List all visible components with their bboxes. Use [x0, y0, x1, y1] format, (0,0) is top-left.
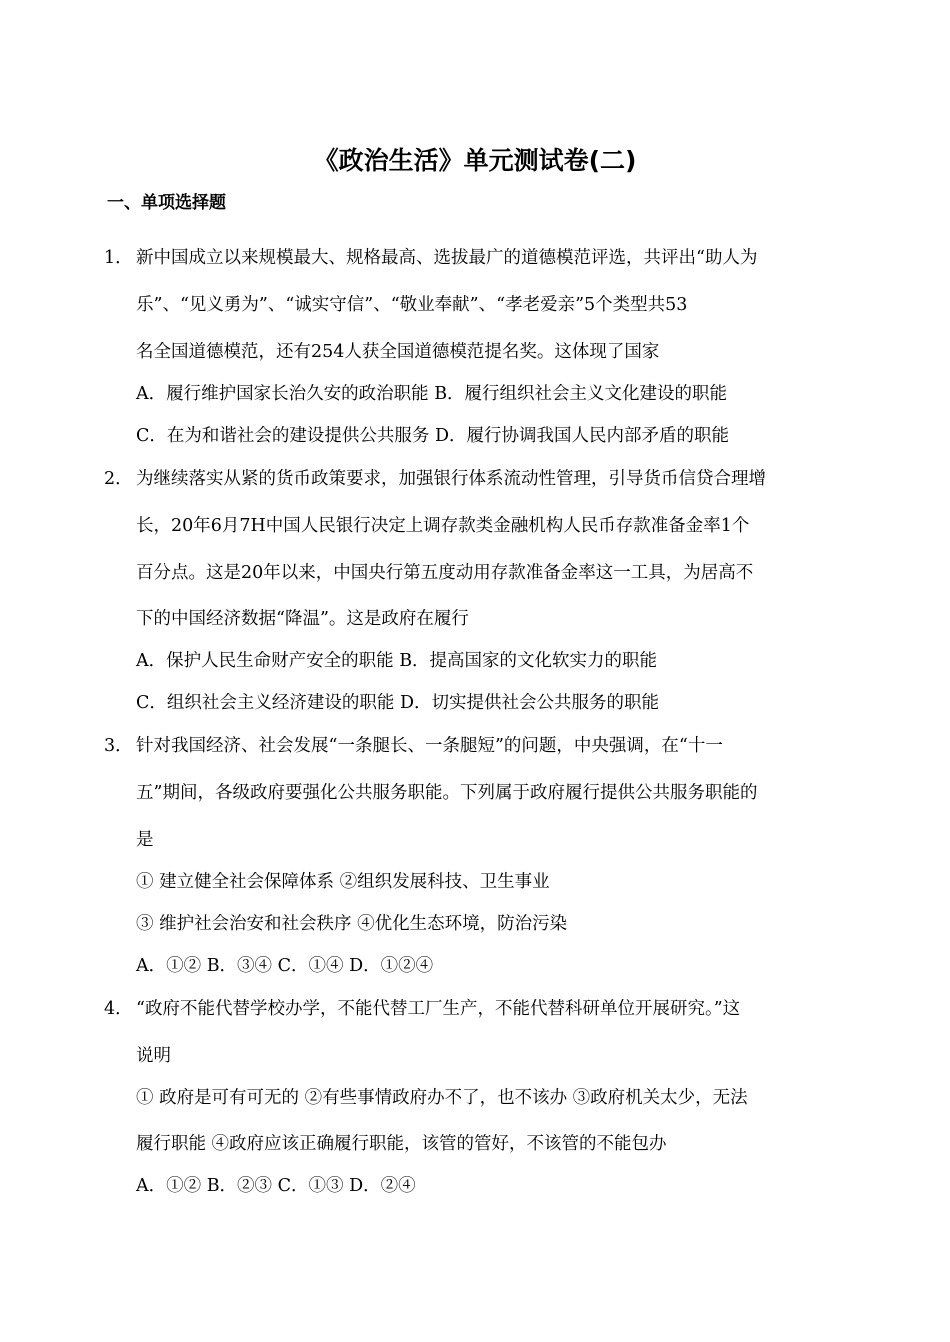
- answer-option-line: A．履行维护国家长治久安的政治职能 B．履行组织社会主义文化建设的职能: [136, 384, 728, 404]
- answer-option-line: ③ 维护社会治安和社会秩序 ④优化生态环境，防治污染: [136, 914, 568, 934]
- question-text-line: “政府不能代替学校办学，不能代替工厂生产，不能代替科研单位开展研究。”这: [136, 999, 741, 1019]
- question-text-line: 新中国成立以来规模最大、规格最高、选拔最广的道德模范评选，共评出“助人为: [136, 248, 758, 268]
- question-text-line: 针对我国经济、社会发展“一条腿长、一条腿短”的问题，中央强调，在“十一: [136, 736, 723, 756]
- question-text-line: 下的中国经济数据“降温”。这是政府在履行: [136, 609, 469, 629]
- question-number: 3．: [104, 736, 133, 756]
- answer-option-line: C．组织社会主义经济建设的职能 D．切实提供社会公共服务的职能: [136, 693, 659, 713]
- page-title: 《政治生活》单元测试卷(二): [313, 146, 637, 175]
- question-number: 1．: [104, 248, 133, 268]
- answer-option-line: A．①② B．②③ C．①③ D．②④: [136, 1176, 416, 1196]
- section-heading: 一、单项选择题: [107, 193, 226, 213]
- question-number: 2．: [104, 469, 133, 489]
- question-text-line: 长，20年6月7H中国人民银行决定上调存款类金融机构人民币存款准备金率1个: [136, 516, 750, 536]
- answer-option-line: ① 政府是可有可无的 ②有些事情政府办不了，也不该办 ③政府机关太少，无法: [136, 1088, 748, 1108]
- question-text-line: 是: [136, 830, 154, 850]
- answer-option-line: A．①② B．③④ C．①④ D．①②④: [136, 956, 434, 976]
- answer-option-line: ① 建立健全社会保障体系 ②组织发展科技、卫生事业: [136, 872, 550, 892]
- answer-option-line: C．在为和谐社会的建设提供公共服务 D．履行协调我国人民内部矛盾的职能: [136, 426, 729, 446]
- question-number: 4．: [104, 999, 133, 1019]
- question-text-line: 百分点。这是20年以来，中国央行第五度动用存款准备金率这一工具，为居高不: [136, 563, 754, 583]
- question-text-line: 名全国道德模范，还有254人获全国道德模范提名奖。这体现了国家: [136, 342, 660, 362]
- question-text-line: 为继续落实从紧的货币政策要求，加强银行体系流动性管理，引导货币信贷合理增: [136, 469, 766, 489]
- question-text-line: 乐”、“见义勇为”、“诚实守信”、“敬业奉献”、“孝老爱亲”5个类型共53: [136, 295, 688, 315]
- question-text-line: 说明: [136, 1046, 171, 1066]
- answer-option-line: A．保护人民生命财产安全的职能 B．提高国家的文化软实力的职能: [136, 651, 658, 671]
- question-text-line: 五”期间，各级政府要强化公共服务职能。下列属于政府履行提供公共服务职能的: [136, 783, 758, 803]
- answer-option-line: 履行职能 ④政府应该正确履行职能，该管的管好，不该管的不能包办: [136, 1134, 667, 1154]
